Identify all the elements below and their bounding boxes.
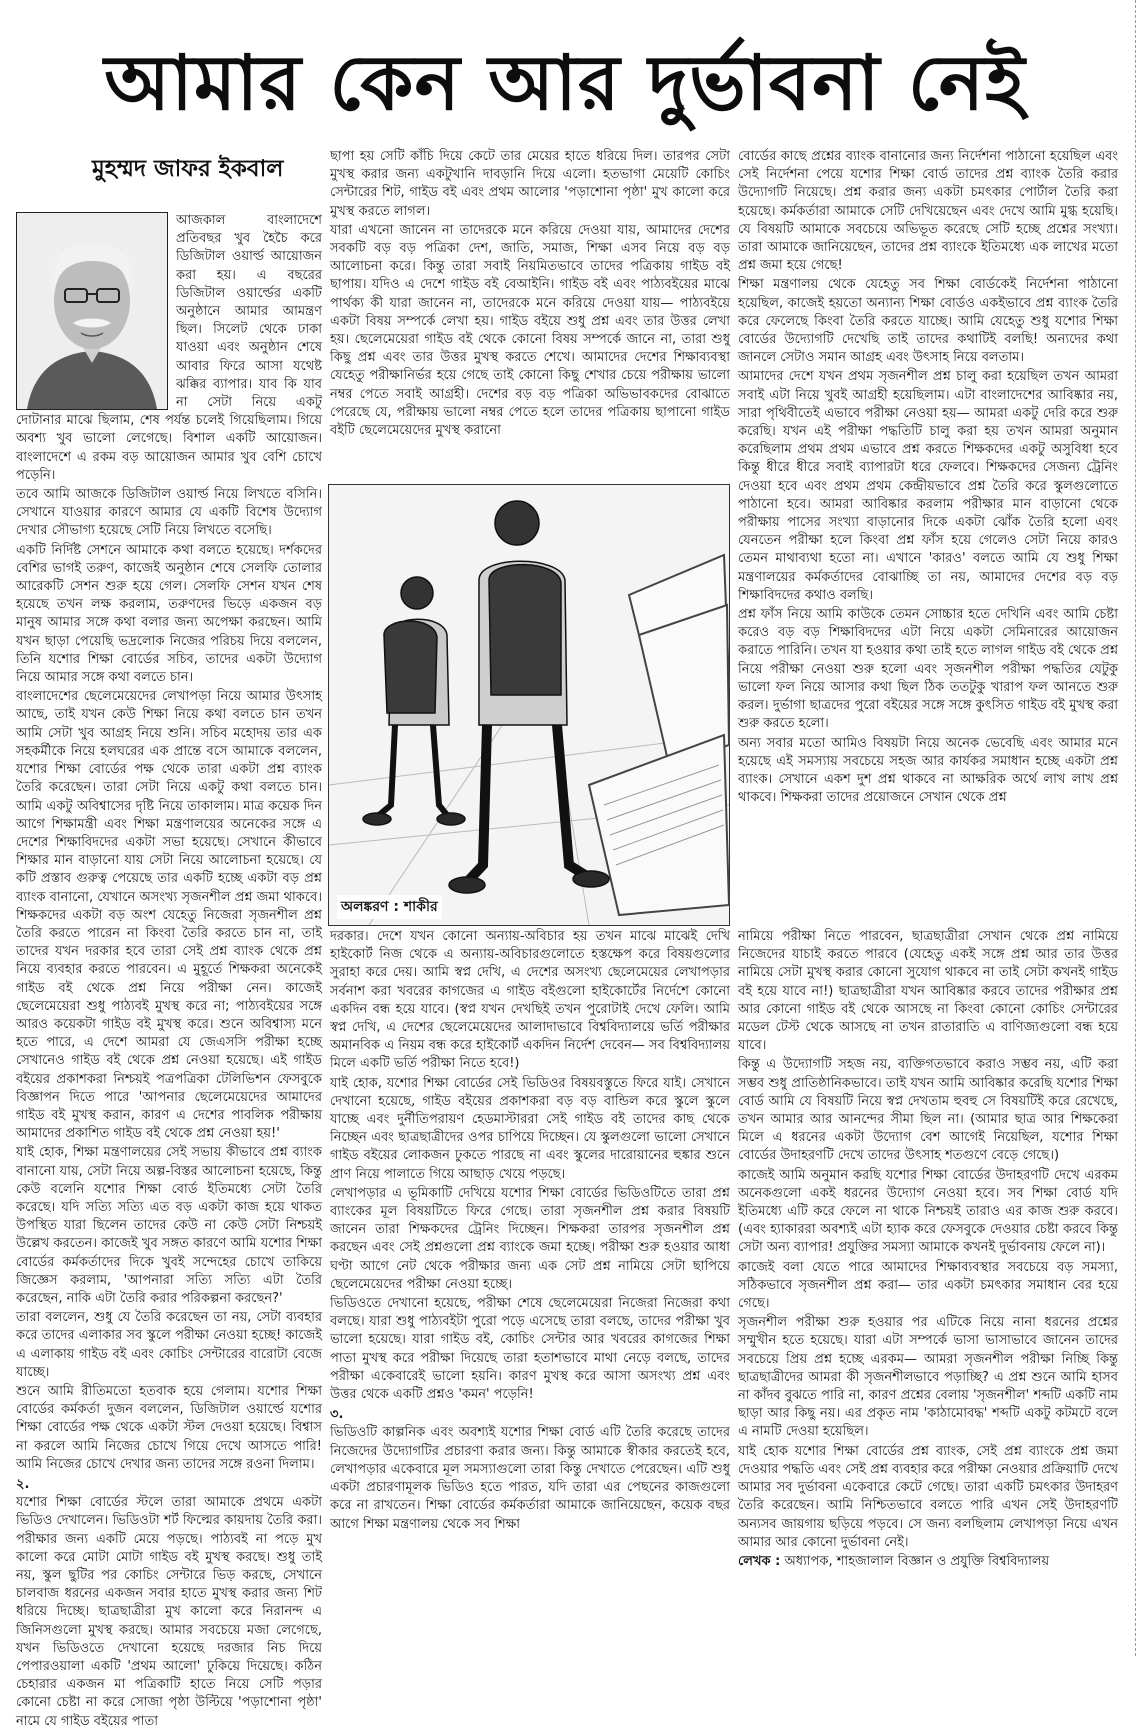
author-note-label: লেখক : [738, 1553, 781, 1569]
illustration [328, 484, 730, 926]
column-1: আজকাল বাংলাদেশে প্রতিবছর খুব হৈচৈ করে ডিজিটাল ওয়ার্ল্ড আয়োজন করা হয়। এ বছরের ডিজিটাল ওয়ার্ল্ডের একটি অনুষ্ঠানে আমার আমন্ত্রণ ছিল। সিলেট থেকে ঢাকা যাওয়া এবং অনুষ্ঠান শেষে আবার ফিরে আসা যথেষ্ট ঝক্কির ব্যাপার। যাব কি যাব না সেটা নিয়ে একটু দোটানার মাঝে ছিলাম, শেষ পর্যন্ত চলেই গিয়েছিলাম। গিয়ে অবশ্য খুব ভালো লেগেছে। বিশাল একটি আয়োজন। বাংলাদেশে এ রকম বড় আয়োজন আমার খুব বেশি চোখে পড়েনি। তবে আমি আজকে ডিজিটাল ওয়ার্ল্ড নিয়ে লিখতে বসিনি। সেখানে যাওয়ার কারণে আমার যে একটি বিশেষ উদ্যোগ দেখার সৌভাগ্য হয়েছে সেটি নিয়ে লিখতে বসেছি। একটি নির্দিষ্ট সেশনে আমাকে কথা বলতে হয়েছে। দর্শকদের বেশির ভাগই তরুণ, কাজেই অনুষ্ঠান শেষে সেলফি তোলার আরেকটি সেশন শুরু হয়ে গেল। সেলফি সেশন যখন শেষ হয়েছে তখন লক্ষ করলাম, তরুণদের ভিড়ে একজন বড় মানুষ আমার সঙ্গে কথা বলার জন্য অপেক্ষা করছেন। আমি যখন ছাড়া পেয়েছি ভদ্রলোক নিজের পরিচয় দিয়ে বললেন, তিনি যশোর শিক্ষা বোর্ডের সচিব, তাদের একটা উদ্যোগ নিয়ে আমার সঙ্গে কথা বলতে চান। বাংলাদেশের ছেলেমেয়েদের লেখাপড়া নিয়ে আমার উৎসাহ আছে, তাই যখন কেউ শিক্ষা নিয়ে কথা বলতে চান তখন আমি সেটা খুব আগ্রহ নিয়ে শুনি। সচিব মহোদয় তার এক সহকর্মীকে নিয়ে হলঘরের এক প্রান্তে বসে আমাকে বললেন, যশোর শিক্ষা বোর্ডের পক্ষ থেকে তারা একটা প্রশ্ন ব্যাংক তৈরি করেছেন। তারা সেটা নিয়ে একটু কথা বলতে চান। আমি একটু অবিশ্বাসের দৃষ্টি নিয়ে তাকালাম। মাত্র কয়েক দিন আগে শিক্ষামন্ত্রী এবং শিক্ষা মন্ত্রণালয়ের অনেকের সঙ্গে এ দেশের শিক্ষাবিদদের একটা সভা হয়েছে। সেখানে কীভাবে শিক্ষার মান বাড়ানো যায় সেটা নিয়ে আলোচনা হয়েছে। যে কটি প্রস্তাব গুরুত্ব পেয়েছে তার একটি হচ্ছে একটা বড় প্রশ্ন ব্যাংক বানানো, যেখানে অসংখ্য সৃজনশীল প্রশ্ন জমা থাকবে। শিক্ষকদের একটা বড় অংশ যেহেতু নিজেরা সৃজনশীল প্রশ্ন তৈরি করতে পারেন না কিংবা তৈরি করতে চান না, তাই তাদের যখন দরকার হবে তারা সেই প্রশ্ন ব্যাংক থেকে প্রশ্ন নিয়ে ব্যবহার করতে পারবেন। এ মুহূর্তে শিক্ষকরা অনেকেই গাইড বই থেকে প্রশ্ন নিয়ে পরীক্ষা নেন। কাজেই ছেলেমেয়েরা শুধু পাঠ্যবই মুখস্থ করে না; পাঠ্যবইয়ের সঙ্গে আরও কয়েকটা গাইড বই মুখস্থ করে। শুনে অবিশ্বাস্য মনে হতে পারে, এ দেশে আমরা যে জেএসসি পরীক্ষা হচ্ছে সেখানেও গাইড বই থেকে প্রশ্ন নেওয়া হয়েছে। এই গাইড বইয়ের প্রকাশকরা নিশ্চয়ই পত্রপত্রিকা টেলিভিশন ফেসবুকে বিজ্ঞাপন দিতে পারে 'আপনার ছেলেমেয়েদের আমাদের গাইড বই মুখস্থ করান, কারণ এ দেশের পাবলিক পরীক্ষায় আমাদের প্রকাশিত গাইড বই থেকে প্রশ্ন নেওয়া হয়!' যাই হোক, শিক্ষা মন্ত্রণালয়ের সেই সভায় কীভাবে প্রশ্ন ব্যাংক বানানো যায়, সেটা নিয়ে অল্প-বিস্তর আলোচনা হয়েছে, কিন্তু কেউ বলেনি যশোর শিক্ষা বোর্ড ইতিমধ্যে সেটা তৈরি করেছে। যদি সত্যি সত্যি এত বড় একটা কাজ হয়ে থাকত উপস্থিত যারা ছিলেন তাদের কেউ না কেউ সেটা নিশ্চয়ই উল্লেখ করতেন। কাজেই খুব সঙ্গত কারণে আমি যশোর শিক্ষা বোর্ডের কর্মকর্তাদের দিকে খুবই সন্দেহের চোখে তাকিয়ে জিজ্ঞেস করলাম, 'আপনারা সত্যি সত্যি এটা তৈরি করেছেন, নাকি এটা তৈরি করার পরিকল্পনা করছেন?' তারা বললেন, শুধু যে তৈরি করেছেন তা নয়, সেটা ব্যবহার করে তাদের এলাকার সব স্কুলে পরীক্ষা নেওয়া হচ্ছে! কাজেই এ এলাকায় গাইড বই এবং কোচিং সেন্টারের বারোটা বেজে যাচ্ছে। শুনে আমি রীতিমতো হতবাক হয়ে গেলাম। যশোর শিক্ষা বোর্ডের কর্মকর্তা দুজন বললেন, ডিজিটাল ওয়ার্ল্ডে যশোর শিক্ষা বোর্ডের পক্ষ থেকে একটা স্টল দেওয়া হয়েছে। বিশ্বাস না করলে আমি নিজের চোখে গিয়ে দেখে আসতে পারি! আমি নিজের চোখে দেখার জন্য তাদের সঙ্গে রওনা দিলাম। ২. যশোর শিক্ষা বোর্ডের স্টলে তারা আমাকে প্রথমে একটা ভিডিও দেখালেন। ভিডিওটা শর্ট ফিল্মের কায়দায় তৈরি করা। পরীক্ষার জন্য একটি মেয়ে পড়ছে। পাঠ্যবই না পড়ে মুখ কালো করে মোটা মোটা গাইড বই মুখস্থ করছে। শুধু তাই নয়, স্কুল ছুটির পর কোচিং সেন্টারে ভিড় করছে, সেখানে চালবাজ ধরনের একজন সবার হাতে মুখস্থ করার জন্য শিট ধরিয়ে দিচ্ছে। ছাত্রছাত্রীরা মুখ কালো করে নিরানন্দ এ জিনিসগুলো মুখস্থ করছে। আমার সবচেয়ে মজা লেগেছে, যখন ভিডিওতে দেখানো হয়েছে দরজার নিচ দিয়ে পেপারওয়ালা একটি 'প্রথম আলো' ঢুকিয়ে দিয়েছে। কঠিন চেহারার একজন মা পত্রিকাটি হাতে নিয়ে সেটি পড়ার কোনো চেষ্টা না করে সোজা পৃষ্ঠা উল্টিয়ে 'পড়াশোনা পৃষ্ঠা' নামে যে গাইড বইয়ের পাতা [16, 213, 322, 1729]
column-3-bottom: নামিয়ে পরীক্ষা নিতে পারবেন, ছাত্রছাত্রীরা সেখান থেকে প্রশ্ন নামিয়ে নিজেদের যাচাই করতে পারবে (যেহেতু একই সঙ্গে প্রশ্ন আর তার উত্তর নামিয়ে সেটা মুখস্থ করার কোনো সুযোগ থাকবে না তাই সেটা কখনই গাইড বই হয়ে যাবে না!) ছাত্রছাত্রীরা যখন আবিষ্কার করবে তাদের পরীক্ষার প্রশ্ন আর কোনো গাইড বই থেকে আসছে না কিংবা কোনো কোচিং সেন্টারের মডেল টেস্ট থেকে আসছে না তখন রাতারাতি এ বাণিজ্যগুলো বন্ধ হয়ে যাবে। কিন্তু এ উদ্যোগটি সহজ নয়, ব্যক্তিগতভাবে করাও সম্ভব নয়, এটি করা সম্ভব শুধু প্রাতিষ্ঠানিকভাবে। তাই যখন আমি আবিষ্কার করেছি যশোর শিক্ষা বোর্ড আমি যে বিষয়টি নিয়ে স্বপ্ন দেখতাম হুবহু সে বিষয়টিই করে রেখেছে, তখন আমার আর আনন্দের সীমা ছিল না। (আমার ছাত্র আর শিক্ষকেরা মিলে এ ধরনের একটা উদ্যোগ বেশ আগেই নিয়েছিল, যশোর শিক্ষা বোর্ডের উদাহরণটি দেখে তাদের উৎসাহ শতগুণে বেড়ে গেছে।) কাজেই আমি অনুমান করছি যশোর শিক্ষা বোর্ডের উদাহরণটি দেখে এরকম অনেকগুলো একই ধরনের উদ্যোগ নেওয়া হবে। সব শিক্ষা বোর্ড যদি ইতিমধ্যে এটি করে ফেলে না থাকে নিশ্চয়ই তারাও এর কাজ শুরু করবে। (এবং হ্যাকাররা অবশ্যই এটা হ্যাক করে ফেসবুকে দেওয়ার চেষ্টা করবে কিন্তু সেটা অন্য ব্যাপার! প্রযুক্তির সমস্যা আমাকে কখনই দুর্ভাবনায় ফেলে না)। কাজেই বলা যেতে পারে আমাদের শিক্ষাব্যবস্থার সবচেয়ে বড় সমস্যা, সঠিকভাবে সৃজনশীল প্রশ্ন করা— তার একটা চমৎকার সমাধান বের হয়ে গেছে। সৃজনশীল পরীক্ষা শুরু হওয়ার পর এটিকে নিয়ে নানা ধরনের প্রশ্নের সম্মুখীন হতে হয়েছে। যারা এটা সম্পর্কে ভাসা ভাসাভাবে জানেন তাদের সবচেয়ে প্রিয় প্রশ্ন হচ্ছে এরকম— আমরা সৃজনশীল পরীক্ষা নিচ্ছি কিন্তু ছাত্রছাত্রীদের আমরা কী সৃজনশীলভাবে পড়াচ্ছি? এ প্রশ্ন শুনে আমি হাসব না কাঁদব বুঝতে পারি না, কারণ প্রশ্নের বেলায় 'সৃজনশীল' শব্দটি একটি নাম ছাড়া আর কিছু নয়। এর প্রকৃত নাম 'কাঠামোবদ্ধ' শব্দটি একটু কটমটে বলে এ নামটি দেওয়া হয়েছিল। যাই হোক যশোর শিক্ষা বোর্ডের প্রশ্ন ব্যাংক, সেই প্রশ্ন ব্যাংকে প্রশ্ন জমা দেওয়ার পদ্ধতি এবং সেই প্রশ্ন ব্যবহার করে পরীক্ষা নেওয়ার প্রক্রিয়াটি দেখে আমার সব দুর্ভাবনা একেবারে কেটে গেছে। তারা একটি চমৎকার উদাহরণ তৈরি করেছেন। আমি নিশ্চিতভাবে বলতে পারি এখন সেই উদাহরণটি অন্যসব জায়গায় ছড়িয়ে পড়বে। সে জন্য বলছিলাম লেখাপড়া নিয়ে এখন আমার আর কোনো দুর্ভাবনা নেই। লেখক : অধ্যাপক, শাহজালাল বিজ্ঞান ও প্রযুক্তি বিশ্ববিদ্যালয় [738, 928, 1118, 1648]
headline: আমার কেন আর দুর্ভাবনা নেই [104, 38, 1026, 127]
author-photo [16, 212, 168, 410]
section-number: ২. [16, 1477, 30, 1493]
column-2-top: ছাপা হয় সেটি কাঁচি দিয়ে কেটে তার মেয়ের হাতে ধরিয়ে দিল। তারপর সেটা মুখস্থ করার জন্য একটুখানি দাবড়ানি দিয়ে এলো। হতভাগা মেয়েটি কোচিং সেন্টারের শিট, গাইড বই এবং প্রথম আলোর 'পড়াশোনা পৃষ্ঠা' মুখ কালো করে মুখস্থ করতে লাগল। যারা এখনো জানেন না তাদেরকে মনে করিয়ে দেওয়া যায়, আমাদের দেশের সবকটি বড় বড় পত্রিকা দেশ, জাতি, সমাজ, শিক্ষা এসব নিয়ে বড় বড় আলোচনা করে। কিন্তু তারা সবাই নিয়মিতভাবে তাদের পত্রিকায় গাইড বই ছাপায়। যদিও এ দেশে গাইড বই বেআইনি। গাইড বই এবং পাঠ্যবইয়ের মাঝে পার্থক্য কী যারা জানেন না, তাদেরকে মনে করিয়ে দেওয়া যায়— পাঠ্যবইয়ে একটা বিষয় সম্পর্কে লেখা হয়। গাইড বইয়ে শুধু প্রশ্ন এবং তার উত্তর লেখা হয়। ছেলেমেয়েরা গাইড বই থেকে কোনো বিষয় সম্পর্কে জানে না, তারা শুধু কিছু প্রশ্ন এবং তার উত্তর মুখস্থ করতে শেখে। আমাদের দেশের শিক্ষাব্যবস্থা যেহেতু পরীক্ষানির্ভর হয়ে গেছে তাই কোনো কিছু শেখার চেয়ে পরীক্ষায় ভালো নম্বর পেতে সবাই আগ্রহী। দেশের বড় বড় পত্রিকা অভিভাবকদের বোঝাতে পেরেছে যে, পরীক্ষায় ভালো নম্বর পেতে হলে তাদের পত্রিকায় ছাপানো গাইড বইটি ছেলেমেয়েদের মুখস্থ করানো [330, 149, 730, 439]
column-3-top: বোর্ডের কাছে প্রশ্নের ব্যাংক বানানোর জন্য নির্দেশনা পাঠানো হয়েছিল এবং সেই নির্দেশনা পেয়ে যশোর শিক্ষা বোর্ড তাদের প্রশ্ন ব্যাংক তৈরি করার উদ্যোগটি নিয়েছে। প্রশ্ন করার জন্য একটা চমৎকার পোর্টাল তৈরি করা হয়েছে। কর্মকর্তারা আমাকে সেটি দেখিয়েছেন এবং দেখে আমি মুগ্ধ হয়েছি। যে বিষয়টি আমাকে সবচেয়ে অভিভূত করেছে সেটি হচ্ছে প্রশ্নের সংখ্যা। তারা আমাকে জানিয়েছেন, তাদের প্রশ্ন ব্যাংকে ইতিমধ্যে এক লাখের মতো প্রশ্ন জমা হয়ে গেছে! শিক্ষা মন্ত্রণালয় থেকে যেহেতু সব শিক্ষা বোর্ডকেই নির্দেশনা পাঠানো হয়েছিল, কাজেই হয়তো অন্যান্য শিক্ষা বোর্ডও একইভাবে প্রশ্ন ব্যাংক তৈরি করে ফেলেছে কিংবা তৈরি করতে যাচ্ছে। আমি যেহেতু শুধু যশোর শিক্ষা বোর্ডের উদ্যোগটি দেখেছি তাই তাদের কথাটিই বলছি! অন্যদের কথা জানলে সেটাও সমান আগ্রহ এবং উৎসাহ নিয়ে বলতাম। আমাদের দেশে যখন প্রথম সৃজনশীল প্রশ্ন চালু করা হয়েছিল তখন আমরা সবাই এটা নিয়ে খুবই আগ্রহী হয়েছিলাম। এটা বাংলাদেশের আবিষ্কার নয়, সারা পৃথিবীতেই এভাবে পরীক্ষা নেওয়া হয়— আমরা একটু দেরি করে শুরু করেছি। যখন এই পরীক্ষা পদ্ধতিটি চালু করা হয় তখন আমরা অনুমান করেছিলাম প্রথম প্রথম এভাবে প্রশ্ন করতে শিক্ষকদের একটু অসুবিধা হবে কিন্তু ধীরে ধীরে সবাই ব্যাপারটা ধরে ফেলবে। শিক্ষকদের সেজন্য ট্রেনিং দেওয়া হবে এবং প্রথম প্রথম কেন্দ্রীয়ভাবে প্রশ্ন তৈরি করে স্কুলগুলোতে পাঠানো হবে। আমরা আবিষ্কার করলাম পরীক্ষার মান বাড়ানো থেকে পরীক্ষায় পাসের সংখ্যা বাড়ানোর দিকে একটা ঝোঁক তৈরি হলো এবং যেনতেন পরীক্ষা হলে কিংবা প্রশ্ন ফাঁস হয়ে গেলেও সেটা নিয়ে কারও তেমন মাথাব্যথা হতো না। এখানে 'কারও' বলতে আমি যে শুধু শিক্ষা মন্ত্রণালয়ের কর্মকর্তাদের বোঝাচ্ছি তা নয়, আমাদের দেশের বড় বড় শিক্ষাবিদদের কথাও বলছি। প্রশ্ন ফাঁস নিয়ে আমি কাউকে তেমন সোচ্চার হতে দেখিনি এবং আমি চেষ্টা করেও বড় বড় শিক্ষাবিদদের এটা নিয়ে একটা সেমিনারের আয়োজন করাতে পারিনি। তখন যা হওয়ার কথা তাই হতে লাগল গাইড বই থেকে প্রশ্ন নিয়ে পরীক্ষা নেওয়া শুরু হলো এবং সৃজনশীল পরীক্ষা পদ্ধতির যেটুকু ভালো ফল নিয়ে আসার কথা ছিল ঠিক ততটুকু খারাপ ফল আনতে শুরু করল। দুর্ভাগা ছাত্রদের পুরো বইয়ের সঙ্গে সঙ্গে কুৎসিত গাইড বই মুখস্থ করা শুরু করতে হলো। অন্য সবার মতো আমিও বিষয়টা নিয়ে অনেক ভেবেছি এবং আমার মনে হয়েছে এই সমস্যায় সবচেয়ে সহজ আর কার্যকর সমাধান হচ্ছে একটা প্রশ্ন ব্যাংক। সেখানে একশ দুশ প্রশ্ন থাকবে না আক্ষরিক অর্থে লাখ লাখ প্রশ্ন থাকবে। শিক্ষকরা তাদের প্রয়োজনে সেখান থেকে প্রশ্ন [738, 149, 1119, 806]
author-note-text: অধ্যাপক, শাহজালাল বিজ্ঞান ও প্রযুক্তি বিশ্ববিদ্যালয় [784, 1553, 1050, 1569]
byline: মুহম্মদ জাফর ইকবাল [92, 155, 284, 182]
page-edge-rule [1135, 0, 1137, 1656]
column-2-bottom: দরকার। দেশে যখন কোনো অন্যায়-অবিচার হয় তখন মাঝে মাঝেই দেখি হাইকোর্ট নিজ থেকে এ অন্যায়-অবিচারগুলোতে হস্তক্ষেপ করে বিষয়গুলোর সুরাহা করে দেয়। আমি স্বপ্ন দেখি, এ দেশের অসংখ্য ছেলেমেয়ের লেখাপড়ার সর্বনাশ করা খবরের কাগজের এ গাইড বইগুলো হাইকোর্টের নির্দেশে কোনো একদিন বন্ধ হয়ে যাবে। (স্বপ্ন যখন দেখছিই তখন পুরোটাই দেখে ফেলি। আমি স্বপ্ন দেখি, এ দেশের ছেলেমেয়েদের আলাদাভাবে বিশ্ববিদ্যালয়ে ভর্তি পরীক্ষার অমানবিক এ নিয়ম বন্ধ করে হাইকোর্ট একদিন নির্দেশ দেবেন— সব বিশ্ববিদ্যালয় মিলে একটি ভর্তি পরীক্ষা নিতে হবে!) যাই হোক, যশোর শিক্ষা বোর্ডের সেই ভিডিওর বিষয়বস্তুতে ফিরে যাই। সেখানে দেখানো হয়েছে, গাইড বইয়ের প্রকাশকরা বড় বড় বান্ডিল করে স্কুলে স্কুলে যাচ্ছে এবং দুর্নীতিপরায়ণ হেডমাস্টাররা সেই গাইড বই তাদের কাছ থেকে নিচ্ছেন এবং ছাত্রছাত্রীদের ওপর চাপিয়ে দিচ্ছেন। যে স্কুলগুলো ভালো সেখানে গাইড বইয়ের লোকজন ঢুকতে পারছে না এবং স্কুলের দারোয়ানের হুঙ্কার শুনে প্রাণ নিয়ে পালাতে গিয়ে আছাড় খেয়ে পড়ছে। লেখাপড়ার এ ভূমিকাটি দেখিয়ে যশোর শিক্ষা বোর্ডের ভিডিওটিতে তারা প্রশ্ন ব্যাংকের মূল বিষয়টিতে ফিরে গেছে। তারা সৃজনশীল প্রশ্ন করার বিষয়টি জানেন তারা শিক্ষকদের ট্রেনিং দিচ্ছেন। শিক্ষকরা তারপর সৃজনশীল প্রশ্ন করছেন এবং সেই প্রশ্নগুলো প্রশ্ন ব্যাংকে জমা হচ্ছে। পরীক্ষা শুরু হওয়ার আধা ঘণ্টা আগে নেট থেকে পরীক্ষার জন্য এক সেট প্রশ্ন নামিয়ে সেটা ছাপিয়ে ছেলেমেয়েদের পরীক্ষা নেওয়া হচ্ছে। ভিডিওতে দেখানো হয়েছে, পরীক্ষা শেষে ছেলেমেয়েরা নিজেরা নিজেরা কথা বলছে। যারা শুধু পাঠ্যবইটা পুরো পড়ে এসেছে তারা বলছে, তাদের পরীক্ষা খুব ভালো হয়েছে। যারা গাইড বই, কোচিং সেন্টার আর খবরের কাগজের শিক্ষা পাতা মুখস্থ করে পরীক্ষা দিয়েছে তারা হতাশভাবে মাথা নেড়ে বলছে, তাদের পরীক্ষা একেবারেই ভালো হয়নি। কারণ মুখস্থ করে আসা অসংখ্য প্রশ্ন এবং উত্তর থেকে একটি প্রশ্নও 'কমন' পড়েনি! ৩. ভিডিওটি কাল্পনিক এবং অবশ্যই যশোর শিক্ষা বোর্ড এটি তৈরি করেছে তাদের নিজেদের উদ্যোগটির প্রচারণা করার জন্য। কিন্তু আমাকে স্বীকার করতেই হবে, লেখাপড়ার একেবারে মূল সমস্যাগুলো তারা কিন্তু দেখাতে পেরেছেন। এটি শুধু একটা প্রচারণামূলক ভিডিও হতে পারত, যদি তারা এর পেছনের কাজগুলো করে না রাখতেন। শিক্ষা বোর্ডের কর্মকর্তারা আমাকে জানিয়েছেন, কয়েক বছর আগে শিক্ষা মন্ত্রণালয় থেকে সব শিক্ষা [330, 929, 730, 1532]
author-note [738, 1553, 1118, 1571]
section-number: ৩. [330, 1407, 344, 1423]
illustration-credit: অলঙ্করণ : শাকীর [337, 895, 442, 919]
